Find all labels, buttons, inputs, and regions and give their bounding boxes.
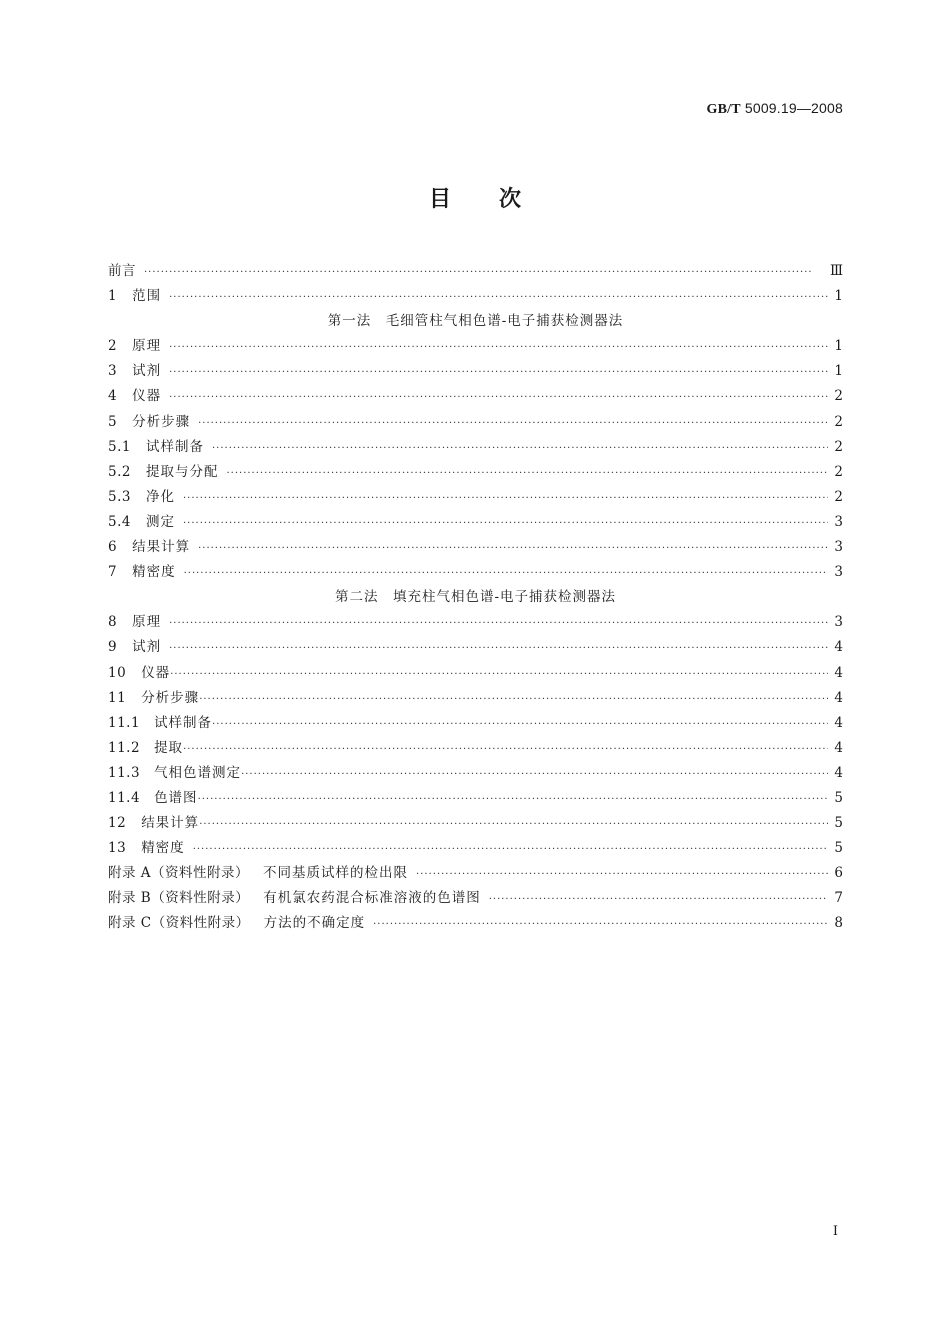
toc-leader-dots — [416, 862, 828, 887]
toc-leader-dots — [169, 636, 828, 661]
toc-entry-number: 1 — [108, 288, 118, 305]
toc-entry-title: 分析步骤 — [132, 413, 191, 430]
toc-leader-dots — [198, 787, 829, 812]
toc-entry-page: 3 — [834, 564, 843, 581]
toc-entry-page: 5 — [834, 789, 843, 806]
toc-entry-page: 4 — [834, 639, 843, 656]
toc-entry-title: 试剂 — [132, 363, 162, 380]
toc-entry-title: 试剂 — [132, 639, 162, 656]
toc-leader-dots — [199, 687, 828, 712]
toc-leader-dots — [184, 561, 829, 586]
toc-leader-dots — [170, 662, 828, 687]
toc-leader-dots — [199, 812, 828, 837]
toc-entry-title: 结果计算 — [141, 815, 200, 832]
toc-entry-number: 5.4 — [108, 513, 131, 530]
toc-entry-title: 原理 — [132, 338, 162, 355]
toc-leader-dots — [193, 837, 829, 862]
toc-entry[interactable] — [108, 661, 843, 686]
toc-entry-page: 2 — [834, 413, 843, 430]
toc-entry[interactable] — [108, 485, 843, 510]
toc-entry-title: 净化 — [145, 488, 175, 505]
toc-leader-dots — [169, 335, 828, 360]
toc-entry-page: 2 — [834, 438, 843, 455]
toc-entry[interactable] — [108, 435, 843, 460]
toc-leader-dots — [169, 611, 828, 636]
toc-entry-page: Ⅲ — [829, 263, 843, 279]
page-number: Ⅰ — [832, 1224, 838, 1239]
toc-entry-number: 7 — [108, 564, 118, 581]
toc-entry-number: 附录 B（资料性附录） — [108, 890, 250, 907]
toc-entry[interactable] — [108, 861, 843, 886]
toc-entry-title: 方法的不确定度 — [263, 915, 366, 932]
toc-entry-number: 8 — [108, 614, 118, 631]
toc-entry-number: 5.3 — [108, 488, 131, 505]
title-char-left: 目 — [428, 187, 451, 212]
toc-entry-title: 仪器 — [132, 388, 162, 405]
toc-entry-number: 11 — [108, 689, 127, 706]
toc-entry-title: 测定 — [145, 513, 175, 530]
toc-leader-dots — [183, 737, 828, 762]
toc-entry-page: 4 — [834, 714, 843, 731]
toc-entry-number: 附录 C（资料性附录） — [108, 915, 250, 932]
standard-prefix: GB/T — [706, 102, 741, 117]
toc-entry-page: 3 — [834, 614, 843, 631]
toc-leader-dots — [489, 887, 829, 912]
toc-entry[interactable] — [108, 510, 843, 535]
toc-entry-page: 5 — [834, 840, 843, 857]
toc-entry-number: 11.3 — [108, 764, 141, 781]
toc-entry[interactable] — [108, 786, 843, 811]
toc-entry[interactable] — [108, 836, 843, 861]
toc-entry[interactable] — [108, 911, 843, 936]
toc-entry-number: 前言 — [108, 263, 136, 279]
toc-entry[interactable] — [108, 334, 843, 359]
toc-entry-title: 色谱图 — [154, 789, 198, 806]
toc-entry-title: 精密度 — [141, 840, 185, 857]
toc-entry-number: 6 — [108, 539, 118, 556]
toc-entry[interactable] — [108, 736, 843, 761]
toc-entry[interactable] — [108, 560, 843, 585]
toc-entry-title: 提取与分配 — [145, 463, 219, 480]
toc-entry-number: 5 — [108, 413, 118, 430]
toc-entry-number: 3 — [108, 363, 118, 380]
toc-entry[interactable] — [108, 284, 843, 309]
toc-entry-title: 仪器 — [141, 664, 171, 681]
toc-leader-dots — [373, 912, 828, 937]
toc-entry-number: 5.1 — [108, 438, 131, 455]
toc-leader-dots — [198, 536, 828, 561]
table-of-contents — [108, 259, 843, 937]
toc-entry-page: 3 — [834, 513, 843, 530]
toc-entry-title: 原理 — [132, 614, 162, 631]
page-title — [0, 182, 950, 213]
toc-entry-number: 9 — [108, 639, 118, 656]
toc-entry-title: 有机氯农药混合标准溶液的色谱图 — [263, 890, 481, 907]
toc-section-heading: 第二法 填充柱气相色谱-电子捕获检测器法 — [334, 589, 617, 606]
toc-leader-dots — [241, 762, 828, 787]
toc-entry-page: 2 — [834, 488, 843, 505]
toc-entry-page: 1 — [834, 288, 843, 305]
toc-entry-number: 附录 A（资料性附录） — [108, 865, 250, 882]
toc-entry-number: 11.4 — [108, 789, 141, 806]
toc-leader-dots — [169, 285, 828, 310]
toc-entry-title: 提取 — [154, 739, 184, 756]
toc-entry-number: 13 — [108, 840, 127, 857]
toc-leader-dots — [226, 461, 828, 486]
toc-entry-page: 1 — [834, 338, 843, 355]
standard-code: 5009.19—2008 — [744, 100, 843, 116]
toc-section-heading: 第一法 毛细管柱气相色谱-电子捕获检测器法 — [327, 313, 624, 330]
toc-entry-title: 试样制备 — [154, 714, 213, 731]
toc-leader-dots — [212, 712, 828, 737]
toc-entry-number: 4 — [108, 388, 118, 405]
toc-entry-page: 4 — [834, 664, 843, 681]
toc-leader-dots — [169, 360, 828, 385]
toc-entry-number: 11.2 — [108, 739, 141, 756]
toc-entry[interactable] — [108, 886, 843, 911]
toc-entry-page: 2 — [834, 388, 843, 405]
toc-entry-page: 3 — [834, 539, 843, 556]
toc-entry[interactable] — [108, 711, 843, 736]
toc-leader-dots — [198, 411, 828, 436]
toc-leader-dots — [183, 486, 828, 511]
toc-entry[interactable] — [108, 460, 843, 485]
toc-entry-number: 2 — [108, 338, 118, 355]
toc-entry-page: 4 — [834, 739, 843, 756]
toc-entry[interactable] — [108, 761, 843, 786]
toc-entry[interactable] — [108, 811, 843, 836]
toc-entry-title: 精密度 — [132, 564, 176, 581]
toc-entry-page: 8 — [834, 915, 843, 932]
toc-entry-title: 分析步骤 — [141, 689, 200, 706]
toc-entry[interactable] — [108, 259, 843, 284]
toc-entry-title: 试样制备 — [145, 438, 204, 455]
standard-number — [706, 100, 843, 118]
toc-entry[interactable] — [108, 359, 843, 384]
toc-entry-number: 5.2 — [108, 463, 131, 480]
title-char-right: 次 — [499, 187, 522, 212]
toc-entry-page: 7 — [834, 890, 843, 907]
toc-entry-number: 12 — [108, 815, 127, 832]
toc-entry[interactable] — [108, 384, 843, 409]
toc-entry-page: 2 — [834, 463, 843, 480]
toc-entry-title: 范围 — [132, 288, 162, 305]
toc-entry-page: 5 — [834, 815, 843, 832]
toc-entry-page: 4 — [834, 689, 843, 706]
toc-leader-dots — [169, 385, 828, 410]
toc-entry[interactable] — [108, 610, 843, 635]
toc-entry[interactable] — [108, 410, 843, 435]
toc-entry-title: 气相色谱测定 — [154, 764, 242, 781]
toc-entry[interactable] — [108, 635, 843, 660]
toc-entry[interactable] — [108, 535, 843, 560]
toc-entry-page: 4 — [834, 764, 843, 781]
toc-leader-dots — [212, 436, 828, 461]
toc-entry-number: 11.1 — [108, 714, 141, 731]
toc-leader-dots — [144, 260, 824, 285]
toc-entry-page: 6 — [834, 865, 843, 882]
toc-entry-title: 结果计算 — [132, 539, 191, 556]
toc-entry[interactable] — [108, 686, 843, 711]
toc-entry-title: 不同基质试样的检出限 — [263, 865, 409, 882]
toc-entry-number: 10 — [108, 664, 127, 681]
toc-leader-dots — [183, 511, 828, 536]
toc-entry-page: 1 — [834, 363, 843, 380]
